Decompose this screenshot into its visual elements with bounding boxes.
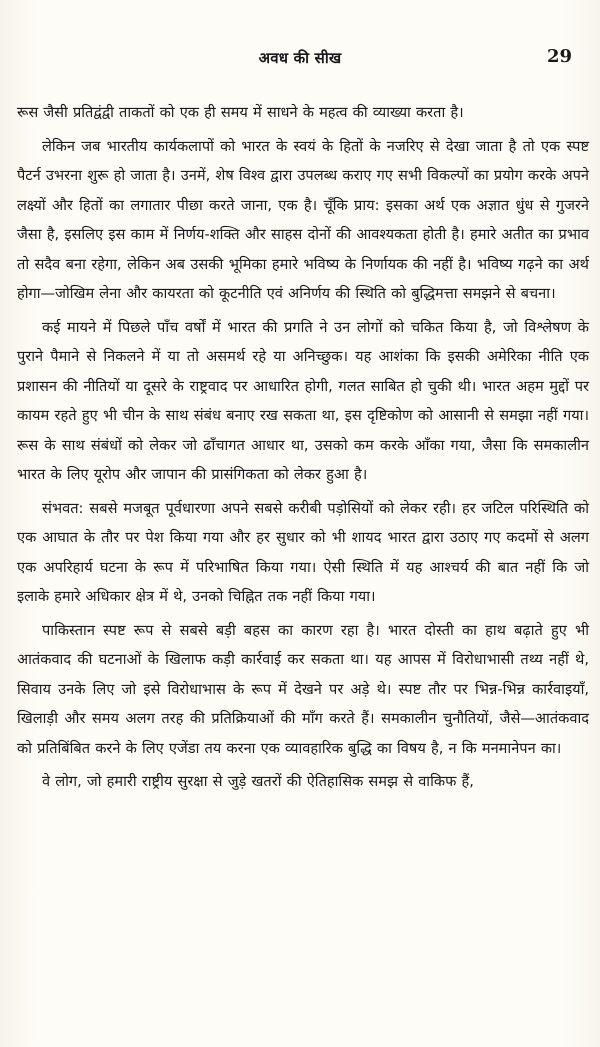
paragraph-continuation: रूस जैसी प्रतिद्वंद्वी ताकतों को एक ही समय में साधने के महत्व की व्याख्या करता है।	[17, 104, 464, 121]
page-number: 29	[546, 46, 572, 67]
paragraph: कई मायने में पिछले पाँच वर्षों में भारत की प्रगति ने उन लोगों को चकित किया है, जो विश्लेषण के पुराने पैमाने से निकलने में या तो असमर्थ रहे या अनिच्छुक। यह आशंका कि इसकी अमेरिका नीति एक प्रशासन की नीतियों या दूसरे के राष्ट्रवाद पर आधारित होगी, गलत साबित हो चुकी थी। भारत अहम मुद्दों पर कायम रहते हुए भी चीन के साथ संबंध बनाए रख सकता था, इस दृष्टिकोण को आसानी से समझा नहीं गया। रूस के साथ संबंधों को लेकर जो ढाँचागत आधार था, उसको कम करके आँका गया, जैसा कि समकालीन भारत के लिए यूरोप और जापान की प्रासंगिकता को लेकर हुआ है।	[17, 318, 589, 483]
paragraph: पाकिस्तान स्पष्ट रूप से सबसे बड़ी बहस का कारण रहा है। भारत दोस्ती का हाथ बढ़ाते हुए भी आतंकवाद की घटनाओं के खिलाफ कड़ी कार्रवाई कर सकता था। यह आपस में विरोधाभासी तथ्य नहीं थे, सिवाय उनके लिए जो इसे विरोधाभास के रूप में देखने पर अड़े थे। स्पष्ट तौर पर भिन्न-भिन्न कार्रवाइयाँ, खिलाड़ी और समय अलग तरह की प्रतिक्रियाओं की माँग करते हैं। समकालीन चुनौतियों, जैसे—आतंकवाद को प्रतिबिंबित करने के लिए एजेंडा तय करना एक व्यावहारिक बुद्धि का विषय है, न कि मनमानेपन का।	[17, 621, 589, 757]
running-head-title: अवध की सीख	[258, 49, 342, 67]
body-text	[17, 98, 589, 801]
paragraph: लेकिन जब भारतीय कार्यकलापों को भारत के स्वयं के हितों के नजरिए से देखा जाता है तो एक स्पष्ट पैटर्न उभरना शुरू हो जाता है। उनमें, शेष विश्व द्वारा उपलब्ध कराए गए सभी विकल्पों का प्रयोग करके अपने लक्ष्यों और हितों का लगातार पीछा करते जाना, एक है। चूँकि प्राय: इसका अर्थ एक अज्ञात धुंध से गुजरने जैसा है, इसलिए इस काम में निर्णय-शक्ति और साहस दोनों की आवश्यकता होती है। हमारे अतीत का प्रभाव तो सदैव बना रहेगा, लेकिन अब उसकी भूमिका हमारे भविष्य के निर्णायक की नहीं है। भविष्य गढ़ने का अर्थ होगा—जोखिम लेना और कायरता को कूटनीति एवं अनिर्णय की स्थिति को बुद्धिमत्ता समझने से बचना।	[17, 137, 589, 302]
running-head	[0, 46, 600, 76]
paragraph: संभवत: सबसे मजबूत पूर्वधारणा अपने सबसे करीबी पड़ोसियों को लेकर रही। हर जटिल परिस्थिति को एक आघात के तौर पर पेश किया गया और हर सुधार को भी शायद भारत द्वारा उठाए गए कदमों से अलग एक अपरिहार्य घटना के रूप में परिभाषित किया गया। ऐसी स्थिति में यह आश्चर्य की बात नहीं कि जो इलाके हमारे अधिकार क्षेत्र में थे, उनको चिह्नित तक नहीं किया गया।	[17, 499, 589, 605]
paragraph: वे लोग, जो हमारी राष्ट्रीय सुरक्षा से जुड़े खतरों की ऐतिहासिक समझ से वाकिफ हैं,	[42, 773, 474, 790]
